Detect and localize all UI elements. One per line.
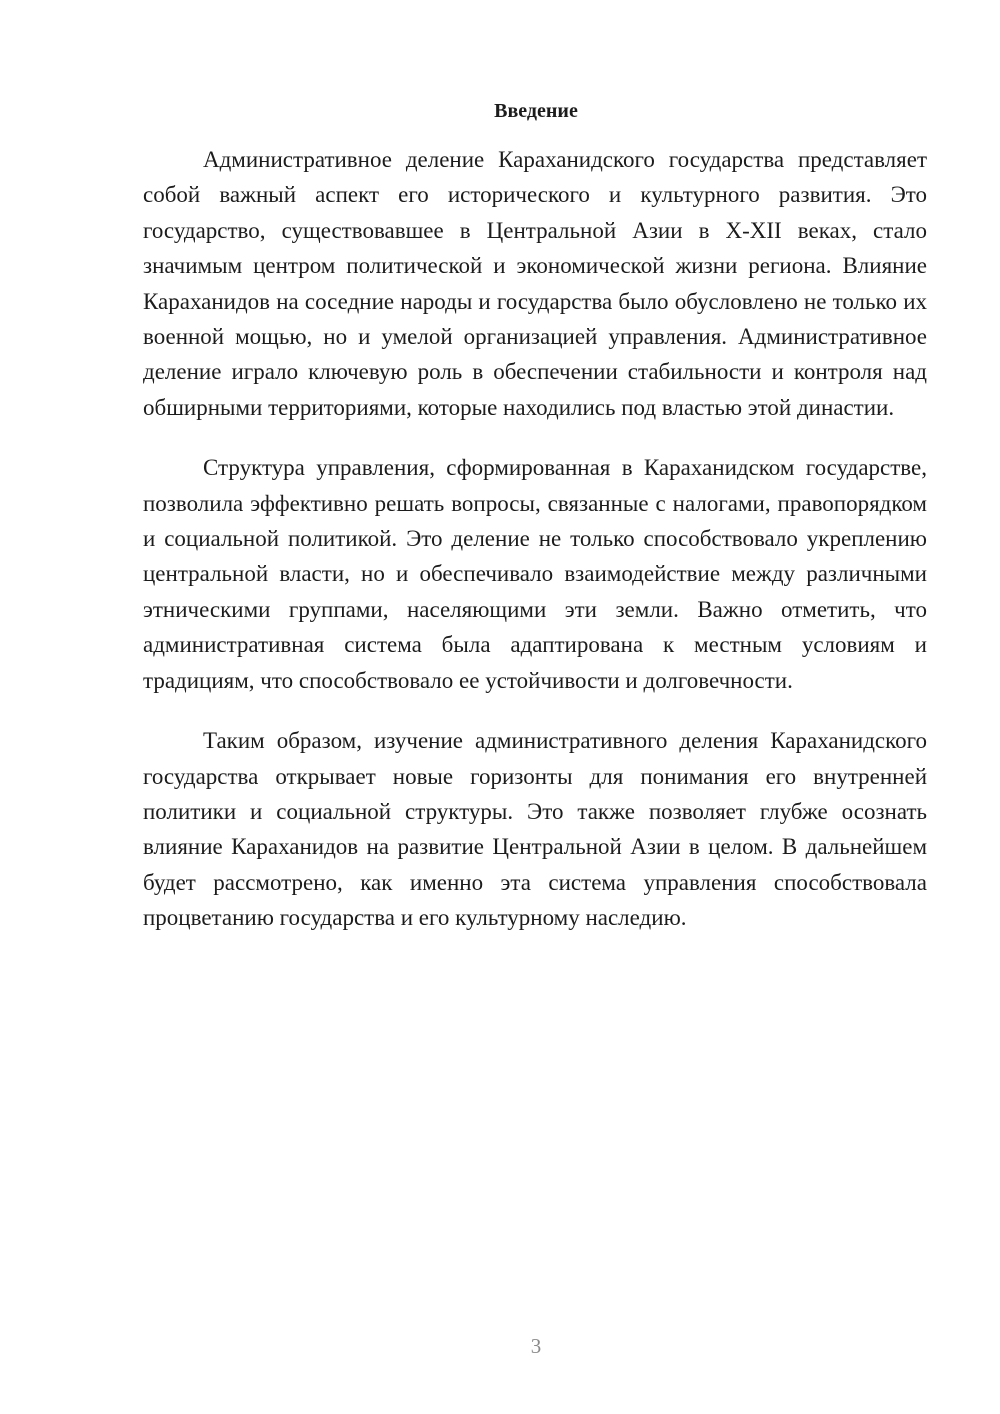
paragraph-2: Структура управления, сформированная в Караханидском государстве, позволила эффективно решать вопросы, связанные с налогами, правопорядком и социальной политикой. Это деление не только способствовало укреплению центральной власти, но и обеспечивало взаимодействие между различными этническими группами, населяющими эти земли. Важно отметить, что административная система была адаптирована к местным условиям и традициям, что способствовало ее устойчивости и долговечности. [143, 455, 927, 693]
paragraph-3: Таким образом, изучение административного деления Караханидского государства открывает новые горизонты для понимания его внутренней политики и социальной структуры. Это также позволяет глубже осознать влияние Караханидов на развитие Центральной Азии в целом. В дальнейшем будет рассмотрено, как именно эта система управления способствовала процветанию государства и его культурному наследию. [143, 728, 927, 931]
section-heading: Введение [494, 100, 578, 122]
page-number: 3 [530, 1334, 542, 1358]
body-text [143, 142, 927, 961]
paragraph-1: Административное деление Караханидского государства представляет собой важный аспект его исторического и культурного развития. Это государство, существовавшее в Центральной Азии в X-XII веках, стало значимым центром политической и экономической жизни региона. Влияние Караханидов на соседние народы и государства было обусловлено не только их военной мощью, но и умелой организацией управления. Административное деление играло ключевую роль в обеспечении стабильности и контроля над обширными территориями, которые находились под властью этой династии. [143, 147, 927, 420]
